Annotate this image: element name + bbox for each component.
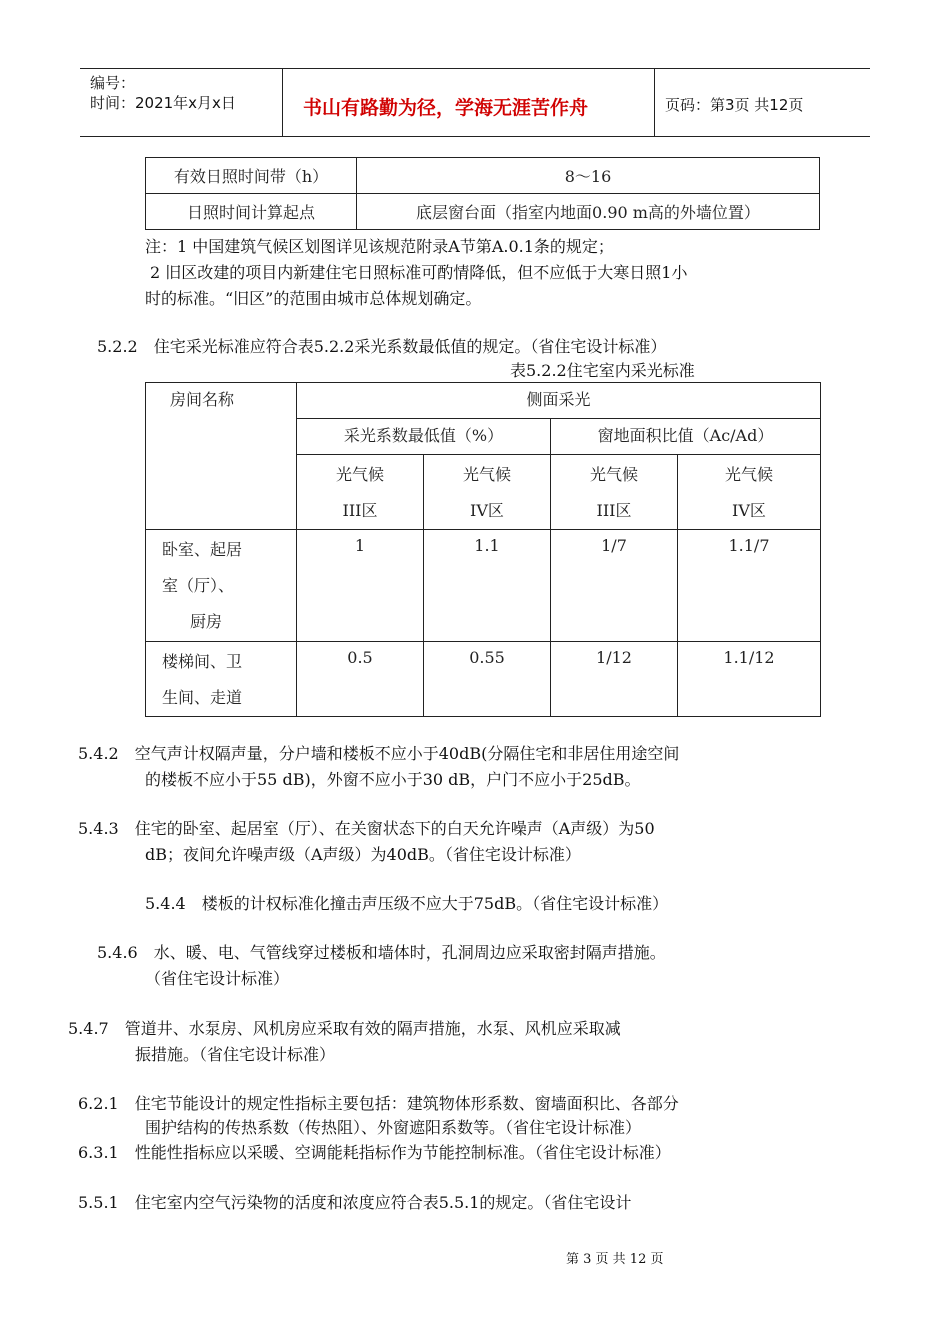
table-cell-value: 8～16 [357, 158, 820, 194]
value-cell: 1.1/12 [678, 642, 821, 717]
header-window-ratio: 窗地面积比值（Ac/Ad） [551, 419, 821, 455]
para-5-4-2-line2: 的楼板不应小于55 dB)，外窗不应小于30 dB，户门不应小于25dB。 [145, 770, 641, 789]
para-6-2-1-line2: 围护结构的传热系数（传热阻）、外窗遮阳系数等。（省住宅设计标准） [145, 1118, 642, 1137]
header-page-info: 页码：第3页 共12页 [665, 96, 804, 114]
para-5-4-3-line2: dB；夜间允许噪声级（A声级）为40dB。（省住宅设计标准） [145, 845, 581, 864]
para-6-2-1-line1: 6.2.1 住宅节能设计的规定性指标主要包括：建筑物体形系数、窗墙面积比、各部分 [78, 1094, 679, 1113]
note-line-1: 注：1 中国建筑气候区划图详见该规范附录A节第A.0.1条的规定； [145, 237, 614, 256]
para-5-5-1: 5.5.1 住宅室内空气污染物的活度和浓度应符合表5.5.1的规定。（省住宅设计 [78, 1193, 632, 1212]
table-row [146, 530, 821, 642]
value-cell: 1/12 [551, 642, 678, 717]
para-5-4-6-line2: （省住宅设计标准） [145, 969, 290, 988]
subheader-cell: 光气候 IV区 [678, 455, 821, 530]
header-coef-min: 采光系数最低值（%） [297, 419, 551, 455]
para-5-4-7-line2: 振措施。（省住宅设计标准） [135, 1045, 336, 1064]
value-cell: 1/7 [551, 530, 678, 642]
value-cell: 0.5 [297, 642, 424, 717]
value-cell: 1.1 [424, 530, 551, 642]
table-row [146, 158, 820, 194]
header-bottom-rule [80, 136, 870, 137]
note-line-2: 2 旧区改建的项目内新建住宅日照标准可酌情降低，但不应低于大寒日照1小 [150, 263, 688, 282]
para-5-4-7-line1: 5.4.7 管道井、水泵房、风机房应采取有效的隔声措施，水泵、风机应采取减 [68, 1019, 621, 1038]
page-footer: 第 3 页 共 12 页 [566, 1252, 664, 1267]
para-5-4-3-line1: 5.4.3 住宅的卧室、起居室（厅）、在关窗状态下的白天允许噪声（A声级）为50 [78, 819, 655, 838]
value-cell: 0.55 [424, 642, 551, 717]
header-divider-right [654, 68, 655, 136]
para-6-3-1: 6.3.1 性能性指标应以采暖、空调能耗指标作为节能控制标准。（省住宅设计标准） [78, 1143, 671, 1162]
subheader-cell: 光气候 III区 [551, 455, 678, 530]
subheader-cell: 光气候 III区 [297, 455, 424, 530]
room-cell: 卧室、起居 室（厅）、 厨房 [146, 530, 297, 642]
table-5-2-2-title: 表5.2.2住宅室内采光标准 [510, 361, 695, 380]
para-5-4-2-line1: 5.4.2 空气声计权隔声量，分户墙和楼板不应小于40dB(分隔住宅和非居住用途空间 [78, 744, 680, 763]
room-cell: 楼梯间、卫 生间、走道 [146, 642, 297, 717]
sunlight-table [145, 157, 820, 230]
table-cell-value: 底层窗台面（指室内地面0.90 m高的外墙位置） [357, 194, 820, 230]
header-top-rule [80, 68, 870, 69]
para-5-4-6-line1: 5.4.6 水、暖、电、气管线穿过楼板和墙体时，孔洞周边应采取密封隔声措施。 [97, 943, 666, 962]
header-time-label: 时间：2021年x月x日 [90, 94, 236, 112]
para-5-4-4: 5.4.4 楼板的计权标准化撞击声压级不应大于75dB。（省住宅设计标准） [145, 894, 669, 913]
section-5-2-2: 5.2.2 住宅采光标准应符合表5.2.2采光系数最低值的规定。（省住宅设计标准） [97, 337, 667, 356]
header-side-lighting: 侧面采光 [297, 383, 821, 419]
daylight-table [145, 382, 821, 717]
value-cell: 1 [297, 530, 424, 642]
table-row [146, 642, 821, 717]
header-number-label: 编号： [90, 74, 136, 92]
table-cell-label: 有效日照时间带（h） [146, 158, 357, 194]
subheader-cell: 光气候 IV区 [424, 455, 551, 530]
table-cell-label: 日照时间计算起点 [146, 194, 357, 230]
header-divider-left [282, 68, 283, 136]
note-line-3: 时的标准。“旧区”的范围由城市总体规划确定。 [145, 289, 482, 308]
table-row [146, 194, 820, 230]
value-cell: 1.1/7 [678, 530, 821, 642]
header-motto: 书山有路勤为径，学海无涯苦作舟 [303, 97, 589, 119]
header-room-name: 房间名称 [146, 383, 297, 530]
table-header-row [146, 383, 821, 419]
